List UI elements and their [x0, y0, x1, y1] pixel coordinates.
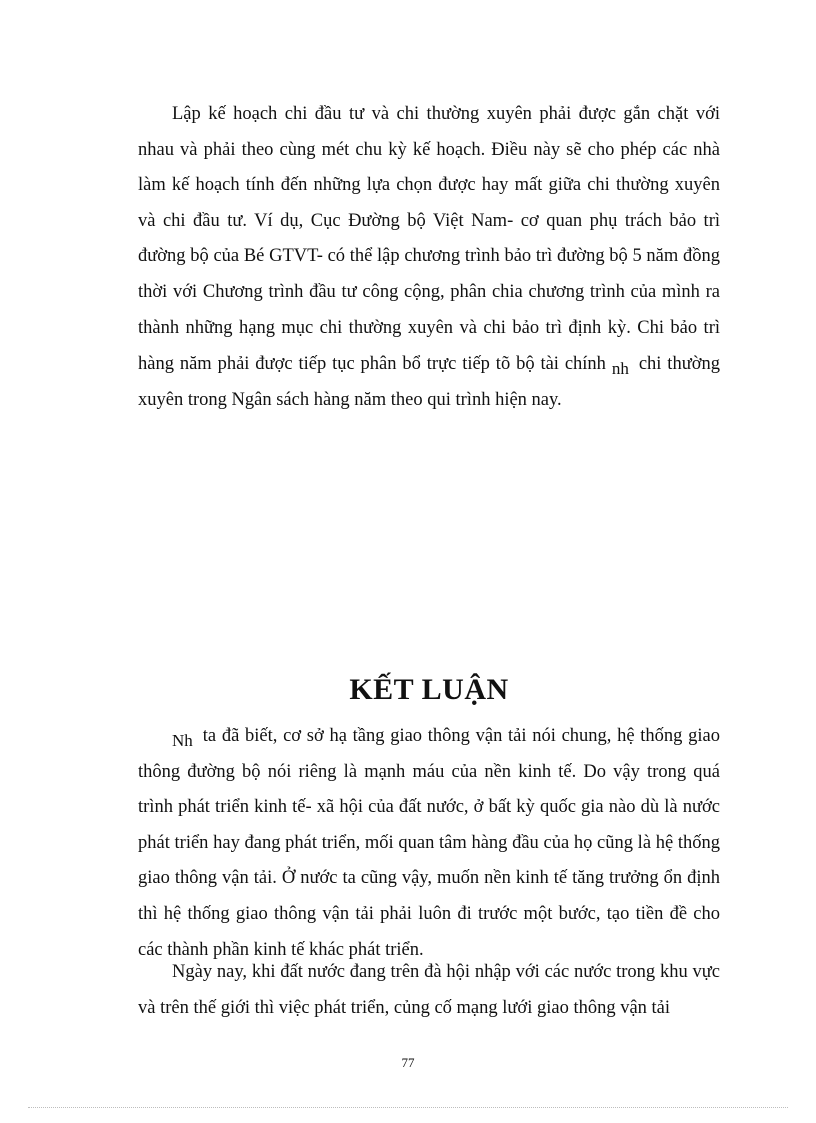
paragraph-text: chi thường xuyên trong Ngân sách hàng năm theo qui trình hiện nay. [138, 354, 721, 410]
paragraph-text: Lập kế hoạch chi đầu tư và chi thường xuyên phải được gắn chặt với nhau và phải theo cùng mét chu kỳ kế hoạch. Điều này sẽ cho phép các nhà làm kế hoạch tính đến những lựa chọn được hay mất giữa chi thường xuyên và chi đầu tư. Ví dụ, Cục Đường bộ Việt Nam- cơ quan phụ trách bảo trì đường bộ của Bé GTVT- có thể lập chương trình bảo trì đường bộ 5 năm đồng thời với Chương trình đầu tư công cộng, phân chia chương trình của mình ra thành những hạng mục chi thường xuyên và chi bảo trì định kỳ. Chi bảo trì hàng năm phải được tiếp tục phân bổ trực tiếp tõ bộ tài chính [138, 104, 720, 375]
page-number: 77 [401, 1055, 415, 1070]
body-paragraph [138, 97, 720, 418]
paragraph-text: ta đã biết, cơ sở hạ tầng giao thông vận tải nói chung, hệ thống giao thông đường bộ nói riêng là mạnh máu của nền kinh tế. Do vậy trong quá trình phát triển kinh tế- xã hội của đất nước, ở bất kỳ quốc gia nào dù là nước phát triển hay đang phát triển, mối quan tâm hàng đầu của họ cũng là hệ thống giao thông vận tải. Ở nước ta cũng vậy, muốn nền kinh tế tăng trưởng ổn định thì hệ thống giao thông vận tải phải luôn đi trước một bước, tạo tiền đề cho các thành phần kinh tế khác phát triển. [138, 726, 720, 960]
footer-divider [28, 1107, 788, 1108]
conclusion-heading: KẾT LUẬN [349, 673, 509, 706]
text-fragment: Nh [172, 731, 193, 750]
conclusion-paragraph [138, 718, 720, 968]
conclusion-paragraph: Ngày nay, khi đất nước đang trên đà hội nhập với các nước trong khu vực và trên thế giới thì việc phát triển, củng cố mạng lưới giao thông vận tải [138, 962, 720, 1018]
text-fragment: nh [611, 359, 629, 379]
